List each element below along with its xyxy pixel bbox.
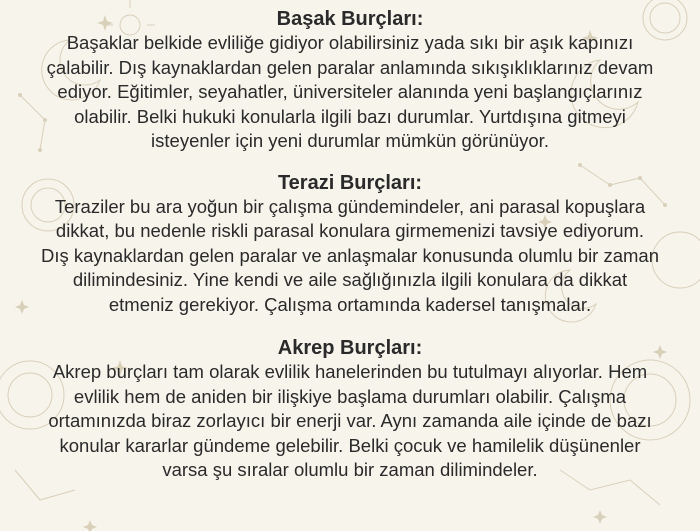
section-title: Akrep Burçları: bbox=[277, 337, 423, 359]
text-line: isteyenler için yeni durumlar mümkün görünüyor. bbox=[151, 130, 549, 151]
section-body bbox=[0, 195, 700, 318]
section-title: Terazi Burçları: bbox=[277, 171, 423, 194]
text-line: etmeniz gerekiyor. Çalışma ortamında kadersel tanışmalar. bbox=[108, 293, 592, 315]
section-body bbox=[0, 31, 700, 154]
section-terazi bbox=[0, 154, 700, 318]
text-line: Teraziler bu ara yoğun bir çalışma gündemindeler, ani parasal kopuşlara bbox=[54, 195, 646, 217]
section-title: Başak Burçları: bbox=[276, 8, 424, 30]
star-icon bbox=[83, 520, 97, 531]
text-line: olabilir. Belki hukuki konularla ilgili bazı durumlar. Yurtdışına gitmeyi bbox=[74, 105, 626, 127]
text-line: Dış kaynaklardan gelen paralar ve anlaşmalar konusunda olumlu bir zaman bbox=[40, 244, 660, 266]
section-body bbox=[0, 360, 700, 483]
star-icon bbox=[593, 510, 607, 524]
text-line: dilimindesiniz. Yine kendi ve aile sağlığınızla ilgili konulara da dikkat bbox=[72, 269, 628, 290]
text-line: konular kararlar gündeme gelebilir. Belki çocuk ve hamilelik düşünenler bbox=[59, 434, 641, 456]
text-line: ediyor. Eğitimler, seyahatler, üniversiteler alanında yeni başlangıçlarınız bbox=[57, 81, 643, 102]
text-line: çalabilir. Dış kaynaklardan gelen paralar anlamında sıkışıklıklarınız devam bbox=[46, 56, 654, 78]
section-akrep bbox=[0, 317, 700, 483]
text-line: Başaklar belkide evliliğe gidiyor olabilirsiniz yada sıkı bir aşık kapınızı bbox=[66, 32, 634, 53]
section-basak bbox=[0, 0, 700, 154]
text-line: ortamınızda biraz zorlayıcı bir enerji var. Aynı zamanda aile içinde de bazı bbox=[48, 410, 652, 431]
text-line: varsa şu sıralar olumlu bir zaman dilimindeler. bbox=[162, 459, 538, 480]
text-line: Akrep burçları tam olarak evlilik hanelerinden bu tutulmayı alıyorlar. Hem bbox=[52, 361, 648, 382]
text-line: evlilik hem de aniden bir ilişkiye başlama durumları olabilir. Çalışma bbox=[73, 385, 627, 407]
text-line: dikkat, bu nedenle riskli parasal konulara girmemenizi tavsiye ediyorum. bbox=[55, 220, 645, 241]
